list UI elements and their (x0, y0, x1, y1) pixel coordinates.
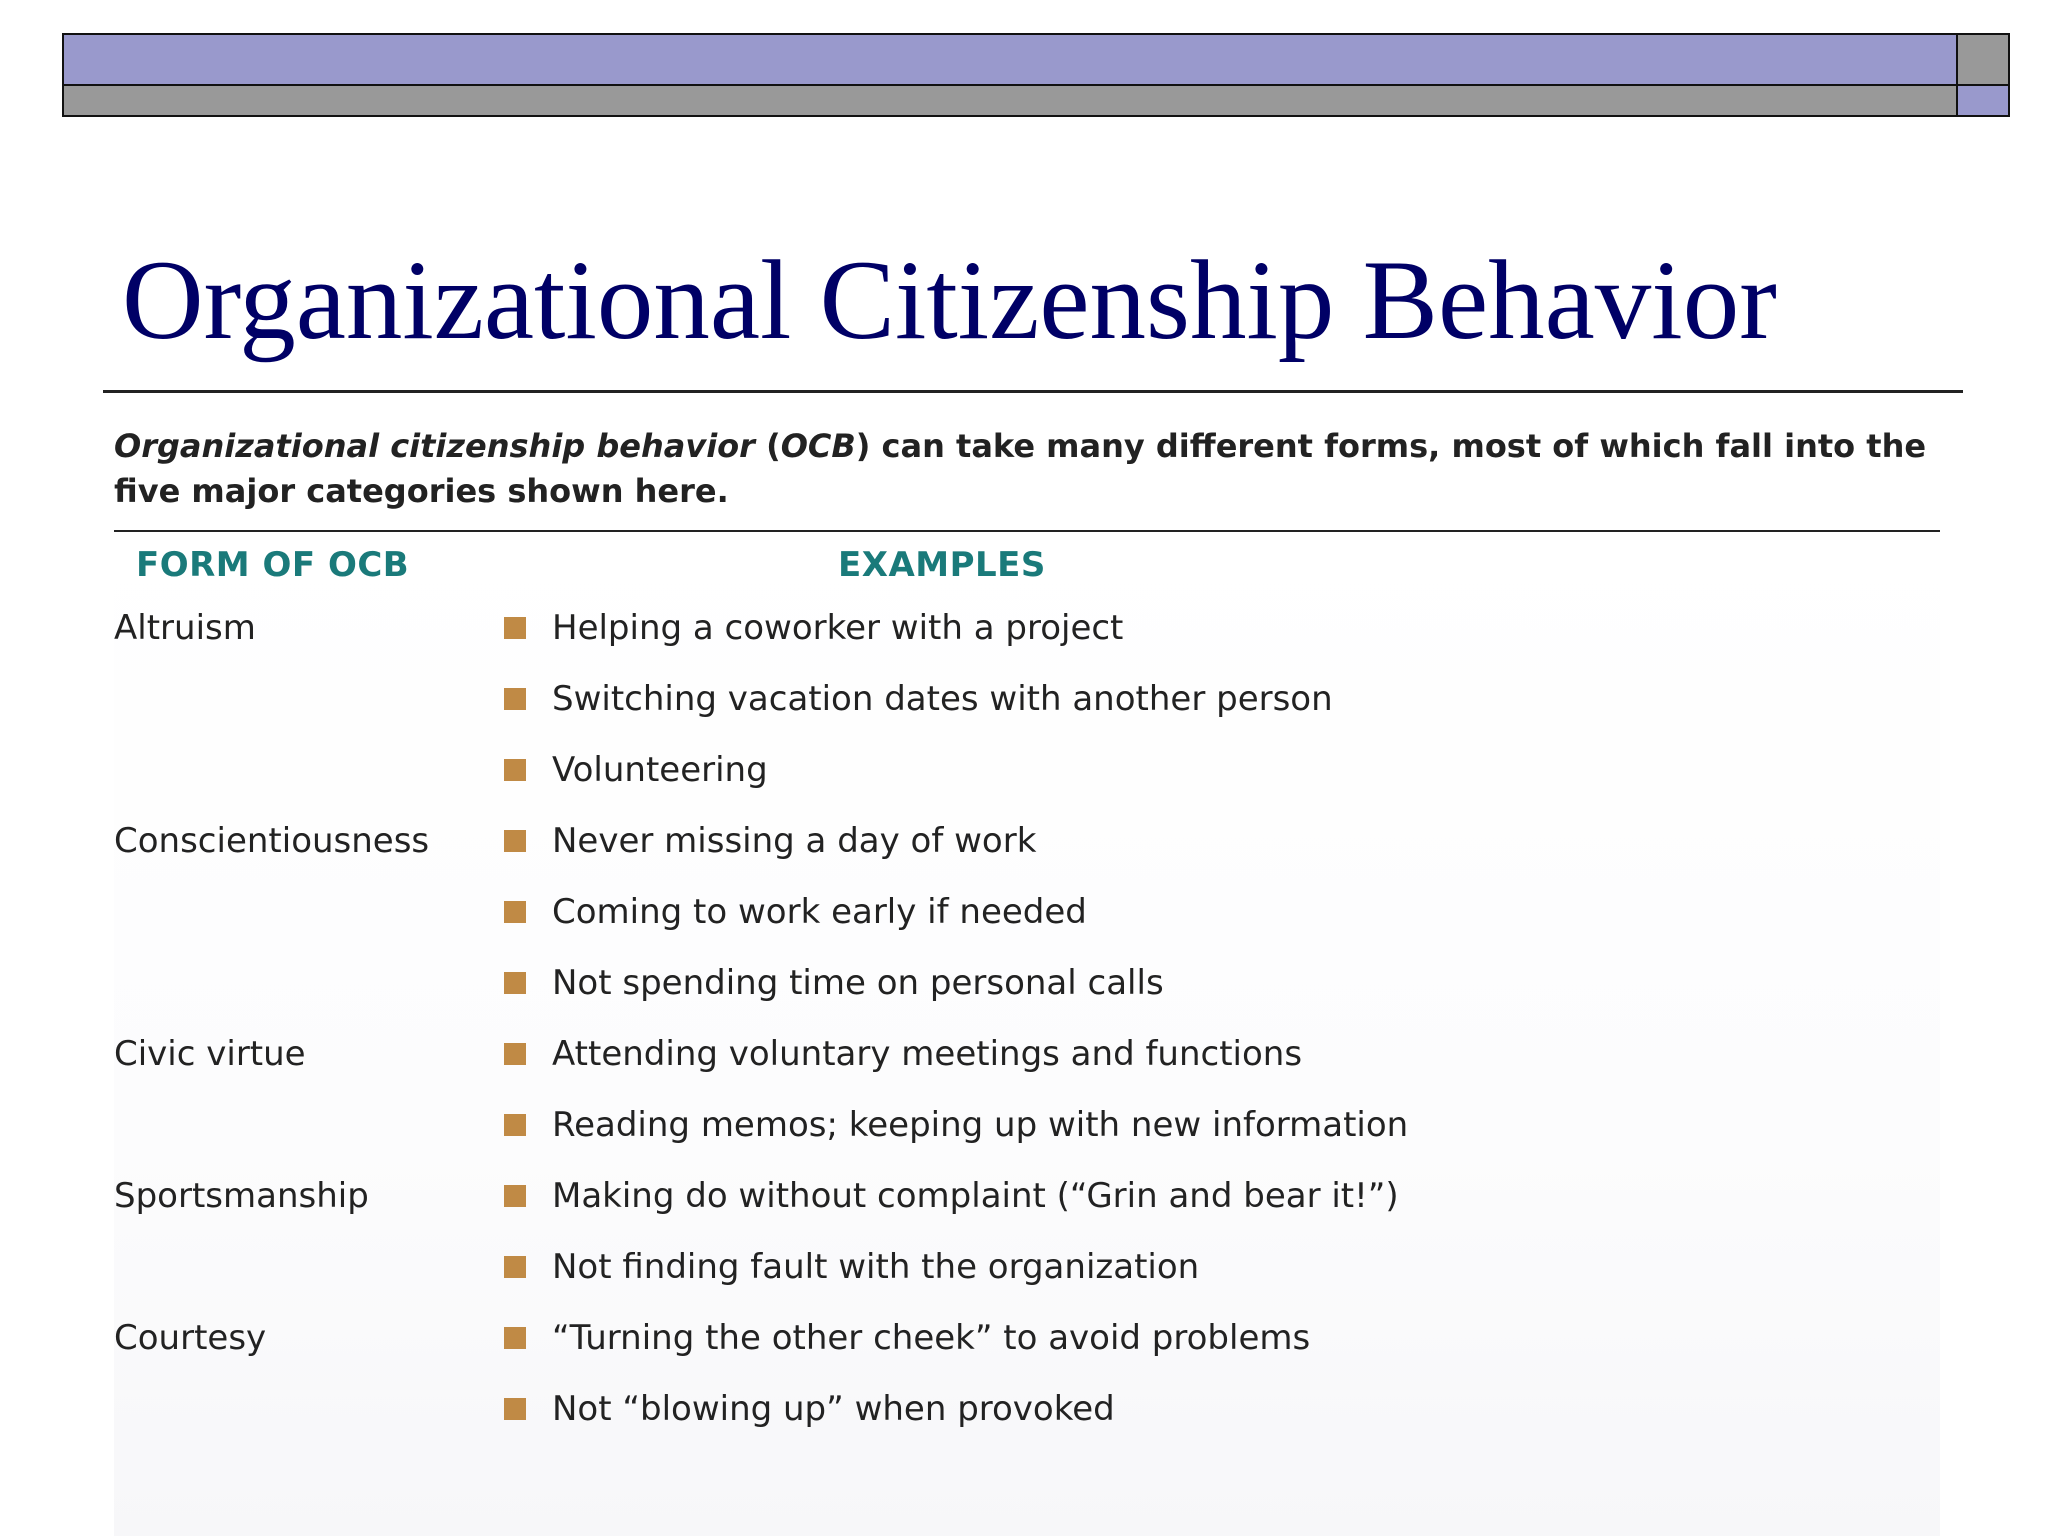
square-bullet-icon (504, 1114, 526, 1136)
example-text: Reading memos; keeping up with new information (552, 1105, 1409, 1145)
form-label-courtesy: Courtesy (114, 1318, 267, 1358)
example-text: Coming to work early if needed (552, 892, 1087, 932)
square-bullet-icon (504, 972, 526, 994)
square-bullet-icon (504, 1043, 526, 1065)
example-item (504, 1315, 1310, 1361)
header-bar-purple (62, 33, 1958, 86)
example-item (504, 889, 1087, 935)
form-label-altruism: Altruism (114, 608, 256, 648)
form-label-civic-virtue: Civic virtue (114, 1034, 306, 1074)
square-bullet-icon (504, 830, 526, 852)
example-text: Not “blowing up” when provoked (552, 1389, 1115, 1429)
example-item (504, 818, 1036, 864)
square-bullet-icon (504, 617, 526, 639)
example-item (504, 1386, 1115, 1432)
example-text: Attending voluntary meetings and functions (552, 1034, 1303, 1074)
example-text: Volunteering (552, 750, 768, 790)
example-item (504, 747, 768, 793)
form-label-sportsmanship: Sportsmanship (114, 1176, 369, 1216)
example-text: Helping a coworker with a project (552, 608, 1124, 648)
square-bullet-icon (504, 901, 526, 923)
example-item (504, 676, 1333, 722)
example-text: Not spending time on personal calls (552, 963, 1164, 1003)
example-item (504, 960, 1164, 1006)
example-item (504, 1102, 1408, 1148)
square-bullet-icon (504, 1327, 526, 1349)
slide-title: Organizational Citizenship Behavior (122, 238, 1777, 363)
example-item (504, 1244, 1199, 1290)
header-corner-gray-square (1956, 33, 2010, 86)
intro-abbr: OCB (780, 427, 856, 465)
intro-term: Organizational citizenship behavior (114, 427, 755, 465)
example-item (504, 605, 1123, 651)
intro-rest: ) can take many different forms, most of which fall into the five major categories shown here. (114, 427, 1927, 510)
header-bar-gray (62, 84, 1958, 117)
intro-open-paren: ( (754, 427, 781, 465)
example-text: Not finding fault with the organization (552, 1247, 1200, 1287)
square-bullet-icon (504, 1398, 526, 1420)
column-heading-examples: EXAMPLES (838, 545, 1046, 585)
square-bullet-icon (504, 688, 526, 710)
example-item (504, 1173, 1399, 1219)
square-bullet-icon (504, 759, 526, 781)
title-divider (103, 390, 1963, 393)
example-item (504, 1031, 1302, 1077)
form-label-conscientiousness: Conscientiousness (114, 821, 430, 861)
square-bullet-icon (504, 1256, 526, 1278)
example-text: “Turning the other cheek” to avoid problems (552, 1318, 1311, 1358)
intro-text (114, 424, 1944, 514)
example-text: Never missing a day of work (552, 821, 1037, 861)
example-text: Making do without complaint (“Grin and bear it!”) (552, 1176, 1399, 1216)
example-text: Switching vacation dates with another person (552, 679, 1333, 719)
header-corner-purple-square (1956, 84, 2010, 117)
column-heading-form: FORM OF OCB (136, 545, 410, 585)
square-bullet-icon (504, 1185, 526, 1207)
